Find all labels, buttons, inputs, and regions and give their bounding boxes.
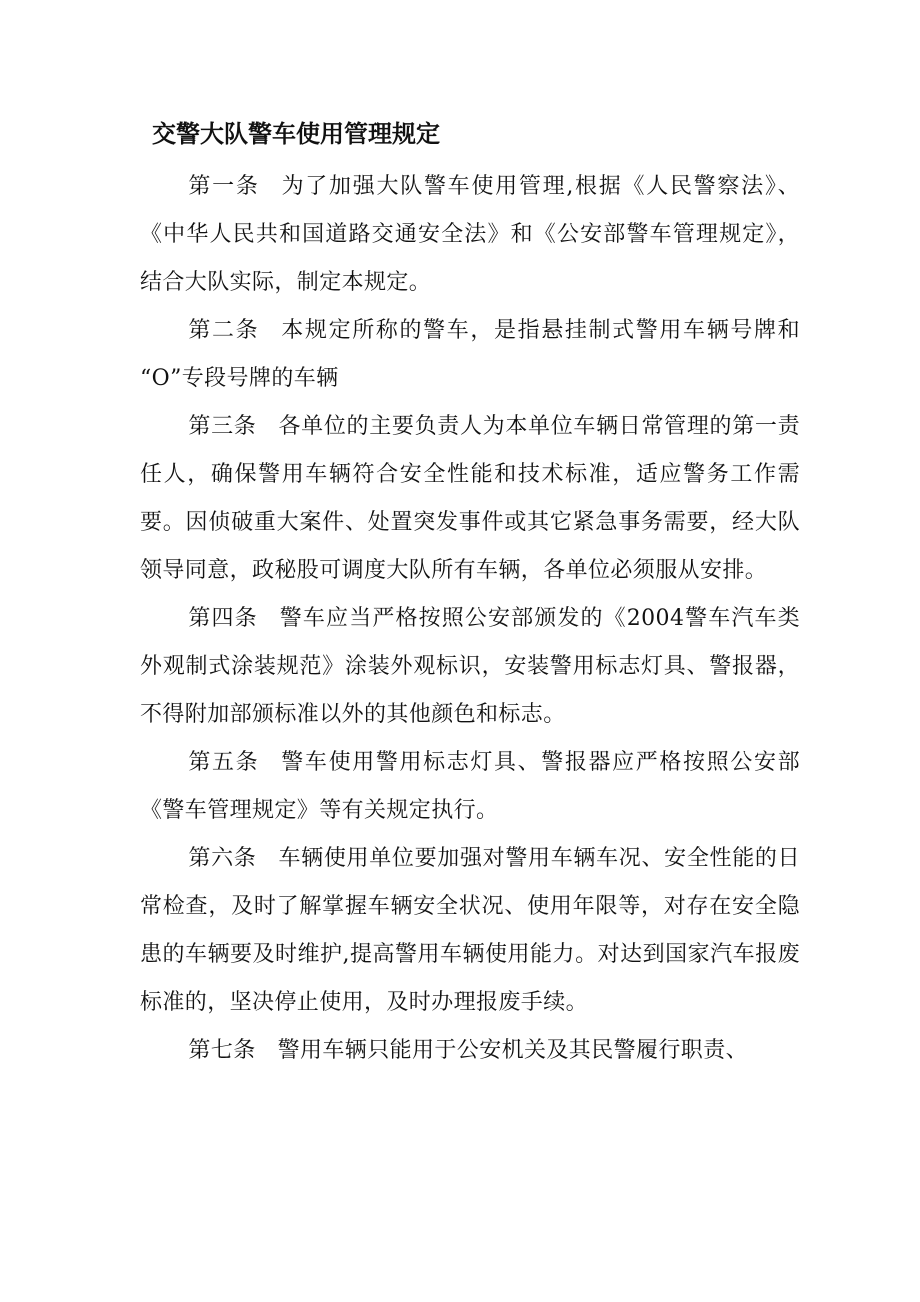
article-text: 警车使用警用标志灯具、警报器应严格按照公安部《警车管理规定》等有关规定执行。 — [140, 750, 800, 823]
article-5 — [140, 739, 800, 835]
article-6 — [140, 835, 800, 1027]
document-title: 交警大队警车使用管理规定 — [152, 120, 440, 148]
article-number: 第五条 — [188, 750, 260, 775]
article-7 — [140, 1027, 800, 1075]
article-text: 警用车辆只能用于公安机关及其民警履行职责、 — [277, 1038, 748, 1063]
document-body — [140, 163, 800, 1075]
article-number: 第七条 — [188, 1038, 256, 1063]
article-1 — [140, 163, 800, 307]
article-number: 第一条 — [188, 174, 260, 199]
article-text: 警车应当严格按照公安部颁发的《2004警车汽车类外观制式涂装规范》涂装外观标识，安装警用标志灯具、警报器，不得附加部颁标准以外的其他颜色和标志。 — [140, 606, 801, 727]
article-2 — [140, 307, 800, 403]
article-text: 车辆使用单位要加强对警用车辆车况、安全性能的日常检查，及时了解掌握车辆安全状况、使用年限等，对存在安全隐患的车辆要及时维护,提高警用车辆使用能力。对达到国家汽车报废标准的，坚决停止使用，及时办理报废手续。 — [140, 846, 801, 1015]
article-3 — [140, 403, 800, 595]
article-4 — [140, 595, 800, 739]
article-text: 各单位的主要负责人为本单位车辆日常管理的第一责任人，确保警用车辆符合安全性能和技术标准，适应警务工作需要。因侦破重大案件、处置突发事件或其它紧急事务需要，经大队领导同意，政秘股可调度大队所有车辆，各单位必须服从安排。 — [140, 414, 801, 583]
article-text: 为了加强大队警车使用管理,根据《人民警察法》、《中华人民共和国道路交通安全法》和《公安部警车管理规定》，结合大队实际，制定本规定。 — [140, 174, 800, 295]
article-text: 本规定所称的警车，是指悬挂制式警用车辆号牌和 “O”专段号牌的车辆 — [140, 318, 800, 391]
article-number: 第六条 — [188, 846, 257, 871]
article-number: 第三条 — [188, 414, 257, 439]
article-number: 第二条 — [188, 318, 260, 343]
article-number: 第四条 — [188, 606, 258, 631]
